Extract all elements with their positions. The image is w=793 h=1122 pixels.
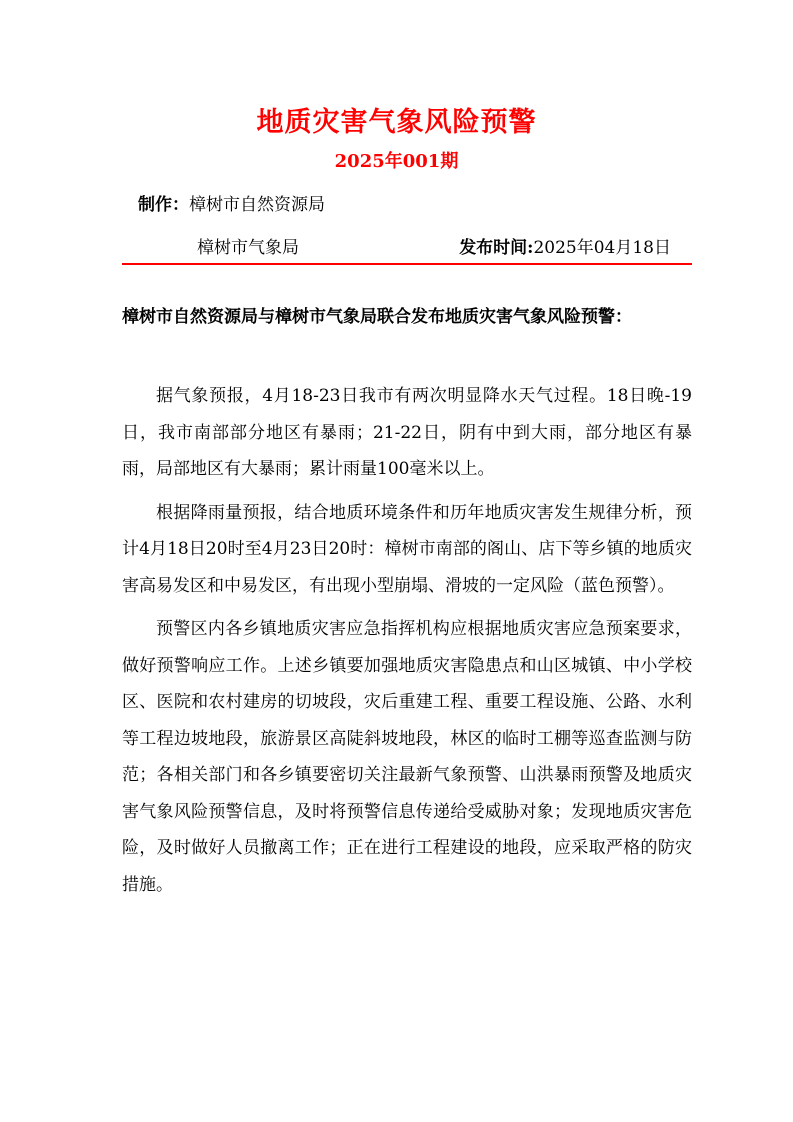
notice-headline: 樟树市自然资源局与樟树市气象局联合发布地质灾害气象风险预警： — [122, 307, 632, 327]
paragraph: 预警区内各乡镇地质灾害应急指挥机构应根据地质灾害应急预案要求，做好预警响应工作。上述乡镇要加强地质灾害隐患点和山区城镇、中小学校区、医院和农村建房的切坡段，灾后重建工程、重要工程设施、公路、水利等工程边坡地段，旅游景区高陡斜坡地段，林区的临时工棚等巡查监测与防范；各相关部门和各乡镇要密切关注最新气象预警、山洪暴雨预警及地质灾害气象风险预警信息，及时将预警信息传递给受威胁对象；发现地质灾害危险，及时做好人员撤离工作；正在进行工程建设的地段，应采取严格的防灾措施。 — [122, 619, 692, 895]
producer-label: 制作： — [138, 195, 189, 215]
producer-row — [138, 190, 325, 215]
publish-time — [459, 233, 671, 258]
producer-name-1: 樟树市自然资源局 — [189, 195, 325, 215]
producer-name-2: 樟树市气象局 — [197, 238, 299, 258]
notice-body — [122, 378, 692, 910]
paragraph: 根据降雨量预报，结合地质环境条件和历年地质灾害发生规律分析，预计4月18日20时至4月23日20时：樟树市南部的阁山、店下等乡镇的地质灾害高易发区和中易发区，有出现小型崩塌、滑坡的一定风险（蓝色预警）。 — [122, 502, 692, 596]
publish-label: 发布时间: — [459, 238, 534, 258]
issue-number: 2025年001期 — [334, 151, 459, 172]
document-title: 地质灾害气象风险预警 — [256, 107, 537, 138]
header-divider — [122, 263, 692, 265]
paragraph: 据气象预报，4月18-23日我市有两次明显降水天气过程。18日晚-19日，我市南部部分地区有暴雨；21-22日，阴有中到大雨，部分地区有暴雨，局部地区有大暴雨；累计雨量100毫米以上。 — [122, 386, 692, 479]
publish-date: 2025年04月18日 — [533, 238, 671, 258]
